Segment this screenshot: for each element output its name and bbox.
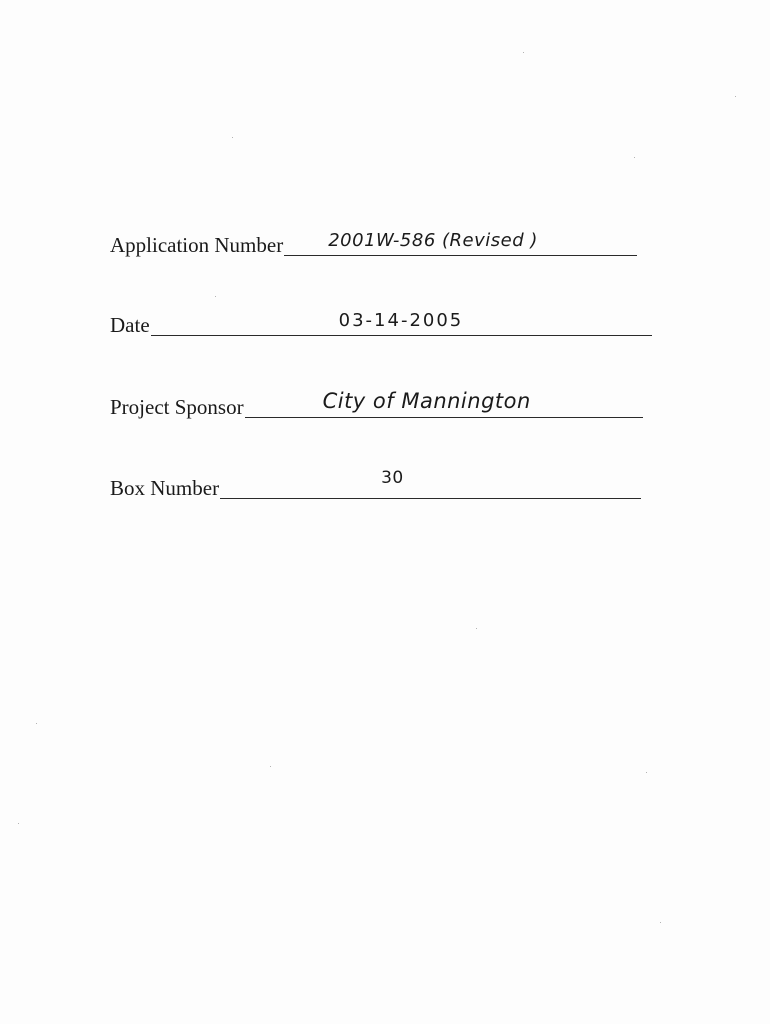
- project-sponsor-value: City of Mannington: [322, 389, 531, 413]
- scan-speck: [36, 723, 37, 724]
- scan-speck: [523, 52, 524, 53]
- date-row: [110, 306, 652, 336]
- box-number-line: [220, 470, 641, 499]
- scan-speck: [660, 922, 661, 923]
- date-line: [151, 307, 652, 336]
- scan-speck: [215, 296, 216, 297]
- scan-speck: [18, 823, 19, 824]
- application-number-value: 2001W-586 (Revised ): [328, 230, 538, 251]
- project-sponsor-line: [245, 389, 643, 418]
- scan-speck: [634, 157, 635, 158]
- scan-speck: [232, 137, 233, 138]
- box-number-value: 30: [381, 468, 404, 488]
- project-sponsor-label: Project Sponsor: [110, 395, 244, 419]
- scan-speck: [735, 96, 736, 97]
- project-sponsor-row: [110, 388, 643, 418]
- application-number-row: [110, 226, 637, 256]
- application-number-line: [284, 227, 637, 256]
- date-value: 03-14-2005: [338, 310, 464, 331]
- box-number-row: [110, 469, 641, 499]
- scan-speck: [476, 628, 477, 629]
- application-number-label: Application Number: [110, 233, 284, 257]
- date-label: Date: [110, 313, 150, 337]
- scan-speck: [646, 772, 647, 773]
- scan-speck: [270, 766, 271, 767]
- box-number-label: Box Number: [110, 476, 220, 500]
